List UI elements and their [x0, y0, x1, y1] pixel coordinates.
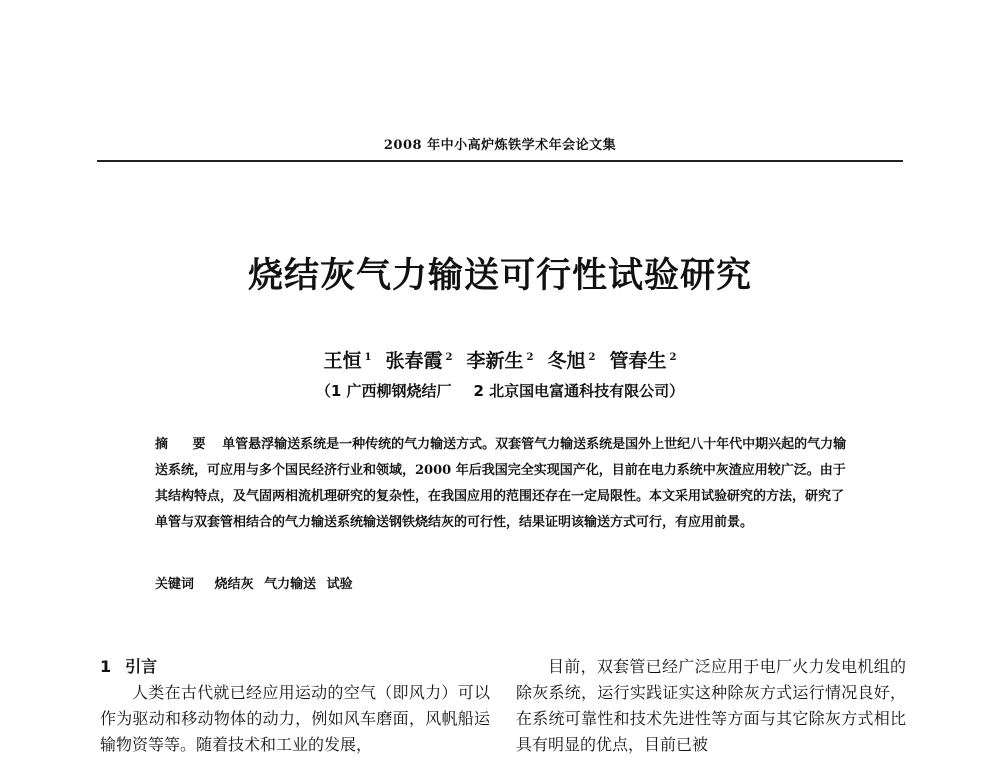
author	[547, 346, 595, 373]
author-name: 冬旭	[547, 350, 586, 372]
abstract-label: 摘 要	[155, 437, 216, 452]
author-affil-mark: 2	[445, 351, 453, 363]
affiliations	[97, 380, 903, 401]
keywords-label: 关键词	[155, 577, 195, 592]
affiliation-1: 1 广西柳钢烧结厂	[330, 382, 452, 400]
section-heading	[100, 654, 490, 680]
body-column-right	[516, 654, 906, 758]
running-head: 2008 年中小高炉炼铁学术年会论文集	[383, 138, 617, 153]
author-name: 张春霞	[385, 350, 443, 372]
affiliation-2: 2 北京国电富通科技有限公司	[473, 382, 670, 400]
author	[609, 346, 676, 373]
affil-close-paren: ）	[669, 382, 685, 400]
author-name: 管春生	[609, 350, 667, 372]
abstract-text: 单管悬浮输送系统是一种传统的气力输送方式。双套管气力输送系统是国外上世纪八十年代中期兴起的气力输送系统，可应用与多个国民经济行业和领域，2000 年后我国完全实现国产化，目前在电力系统中灰渣应用较广泛。由于其结构特点，及气固两相流机理研究的复杂性，在我国应用的范围还存在一定局限性。本文采用试验研究的方法，研究了单管与双套管相结合的气力输送系统输送钢铁烧结灰的可行性，结果证明该输送方式可行，有应用前景。	[155, 437, 847, 530]
affil-open-paren: （	[315, 382, 331, 400]
body-column-left	[100, 654, 490, 758]
author	[467, 346, 534, 373]
author-affil-mark: 2	[588, 351, 596, 363]
author	[386, 346, 453, 373]
keywords	[155, 574, 847, 596]
section-title: 引言	[125, 657, 158, 676]
author-name: 王恒	[323, 350, 362, 372]
paper-title: 烧结灰气力输送可行性试验研究	[247, 255, 752, 296]
author-affil-mark: 2	[669, 351, 677, 363]
author-affil-mark: 2	[526, 351, 534, 363]
keyword: 烧结灰	[214, 577, 254, 592]
section-number: 1	[100, 657, 112, 676]
header-rule	[97, 160, 903, 162]
body-paragraph: 目前，双套管已经广泛应用于电厂火力发电机组的除灰系统，运行实践证实这种除灰方式运行情况良好，在系统可靠性和技术先进性等方面与其它除灰方式相比具有明显的优点，目前已被	[516, 657, 906, 754]
author-name: 李新生	[466, 350, 524, 372]
abstract	[155, 432, 847, 536]
author-list	[97, 346, 903, 373]
body-paragraph: 人类在古代就已经应用运动的空气（即风力）可以作为驱动和移动物体的动力，例如风车磨面，风帆船运输物资等等。随着技术和工业的发展，	[100, 683, 490, 754]
keyword: 气力输送	[264, 577, 317, 592]
keyword: 试验	[326, 577, 353, 592]
author	[324, 346, 372, 373]
author-affil-mark: 1	[364, 351, 372, 363]
